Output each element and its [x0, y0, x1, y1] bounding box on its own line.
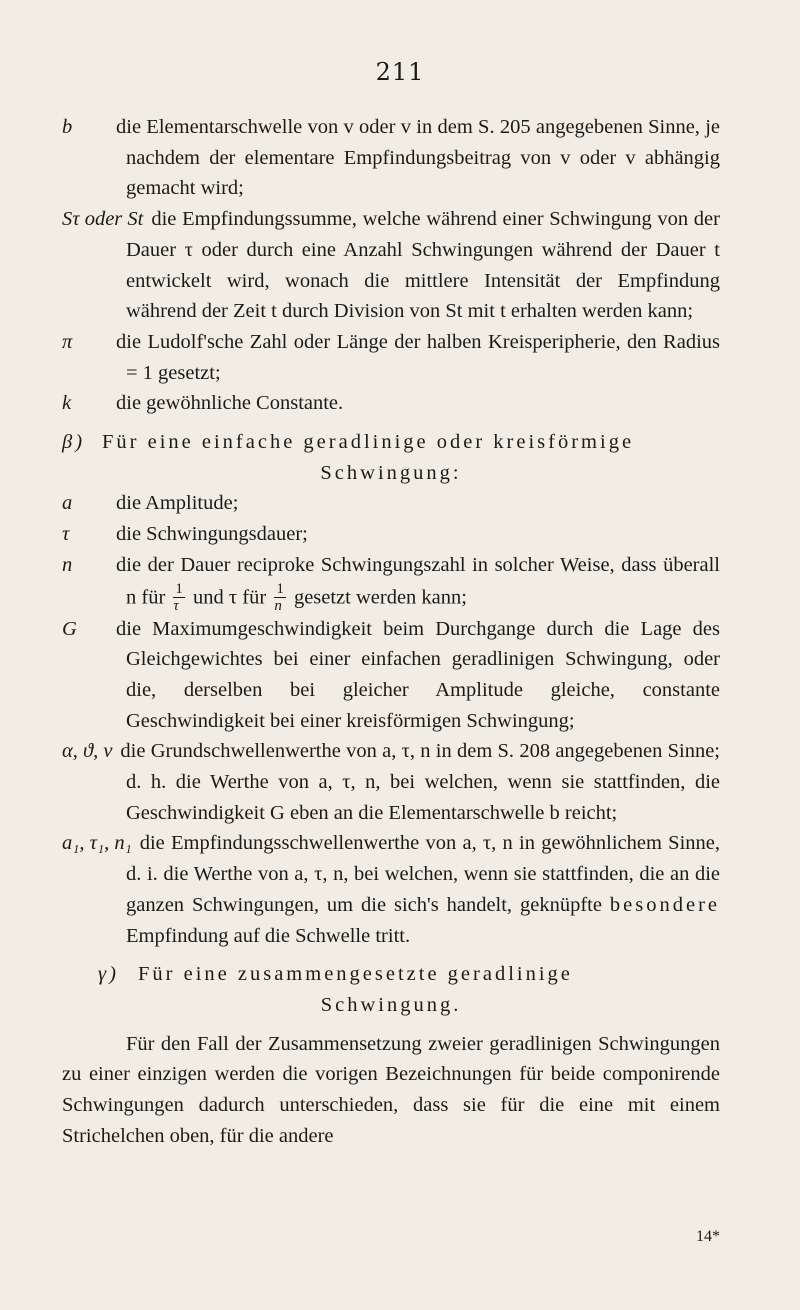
entry-text: die Amplitude; [116, 492, 239, 515]
definition-entry [62, 488, 720, 519]
entry-text: die Grundschwellenwerthe von a, τ, n in dem S. 208 angegebenen Sinne; d. h. die Werthe von a, τ, n, bei welchen, wenn sie stattfinden, die Geschwindigkeit G eben an die Elementarschwelle b reicht; [120, 740, 720, 824]
entry-text: gesetzt werden kann; [293, 585, 467, 608]
fraction: $\frac{1}{n}$ [274, 580, 284, 614]
definition-entry [62, 614, 720, 737]
definition-entry [62, 327, 720, 388]
definition-entry [62, 388, 720, 419]
heading-line-2: Schwingung. [320, 993, 462, 1016]
entry-text: die Ludolf'sche Zahl oder Länge der halben Kreisperipherie, den Radius = 1 gesetzt; [116, 330, 720, 384]
heading-line-2: Schwingung: [320, 461, 462, 484]
heading-symbol: γ) [98, 963, 119, 986]
entry-symbol: α, ϑ, ν [62, 740, 113, 763]
section-heading-gamma [62, 959, 720, 990]
entry-symbol: b [62, 116, 73, 138]
entry-symbol: n [62, 553, 73, 576]
entry-symbol: a₁, τ₁, n₁ [62, 832, 132, 855]
entry-symbol: Sτ oder St [62, 208, 144, 231]
entry-text: und τ für [193, 585, 267, 608]
entry-text: die Empfindungssumme, welche während einer Schwingung von der Dauer τ oder durch eine Anzahl Schwingungen während der Dauer t entwickelt wird, wonach die mittlere Intensität der Empfindung während der Zeit t durch Division von St mit t erhalten werden kann; [126, 208, 720, 323]
fraction: $\frac{1}{\tau}$ [173, 580, 183, 614]
entry-symbol: a [62, 492, 73, 515]
entry-text: die Empfindungsschwellenwerthe von a, τ, n in gewöhnlichem Sinne, d. i. die Werthe von a, τ, n, bei welchen, wenn sie stattfinden, die an die ganzen Schwingungen, um die sich's handelt, geknüpfte [126, 832, 720, 916]
entry-text: die gewöhnliche Constante. [116, 392, 344, 415]
entry-symbol: k [62, 392, 72, 415]
section-heading-beta [62, 427, 720, 458]
entry-text: die Elementarschwelle von v oder v in dem S. 205 angegebenen Sinne, je nachdem der elementare Empfindungsbeitrag von v oder v abhängig gemacht wird; [116, 116, 720, 200]
definition-entry [62, 112, 720, 204]
definition-entry [62, 550, 720, 614]
page-number: 211 [375, 58, 425, 86]
definition-entry [62, 204, 720, 327]
heading-symbol: β) [62, 431, 86, 454]
definition-entry [62, 519, 720, 550]
heading-line: Für eine zusammengesetzte geradlinige [138, 963, 573, 986]
entry-symbol: G [62, 617, 77, 640]
page-body [62, 112, 720, 1152]
entry-text: die Maximumgeschwindigkeit beim Durchgange durch die Lage des Gleichgewichtes bei einer einfachen geradlinigen Schwingung, oder die, derselben bei gleicher Amplitude gleiche, constante Geschwindigkeit bei einer kreisförmigen Schwingung; [116, 617, 720, 732]
heading-line: Für eine einfache geradlinige oder kreisförmige [102, 431, 635, 454]
entry-text: die der Dauer reciproke Schwingungszahl in solcher Weise, dass überall n für [116, 553, 720, 608]
emphasis-word: besondere [609, 893, 721, 916]
definition-entry [62, 828, 720, 951]
entry-text: die Schwingungsdauer; [116, 523, 308, 546]
entry-text: Empfindung auf die Schwelle tritt. [126, 924, 411, 947]
entry-symbol: τ [62, 523, 70, 546]
sheet-signature: 14* [696, 1228, 720, 1245]
body-paragraph: Für den Fall der Zusammensetzung zweier geradlinigen Schwingungen zu einer einzigen werden die vorigen Bezeichnungen für beide componirende Schwingungen dadurch unterschieden, dass sie für die eine mit einem Strichelchen oben, für die andere [62, 1032, 720, 1147]
definition-entry [62, 736, 720, 828]
entry-symbol: π [62, 330, 73, 353]
